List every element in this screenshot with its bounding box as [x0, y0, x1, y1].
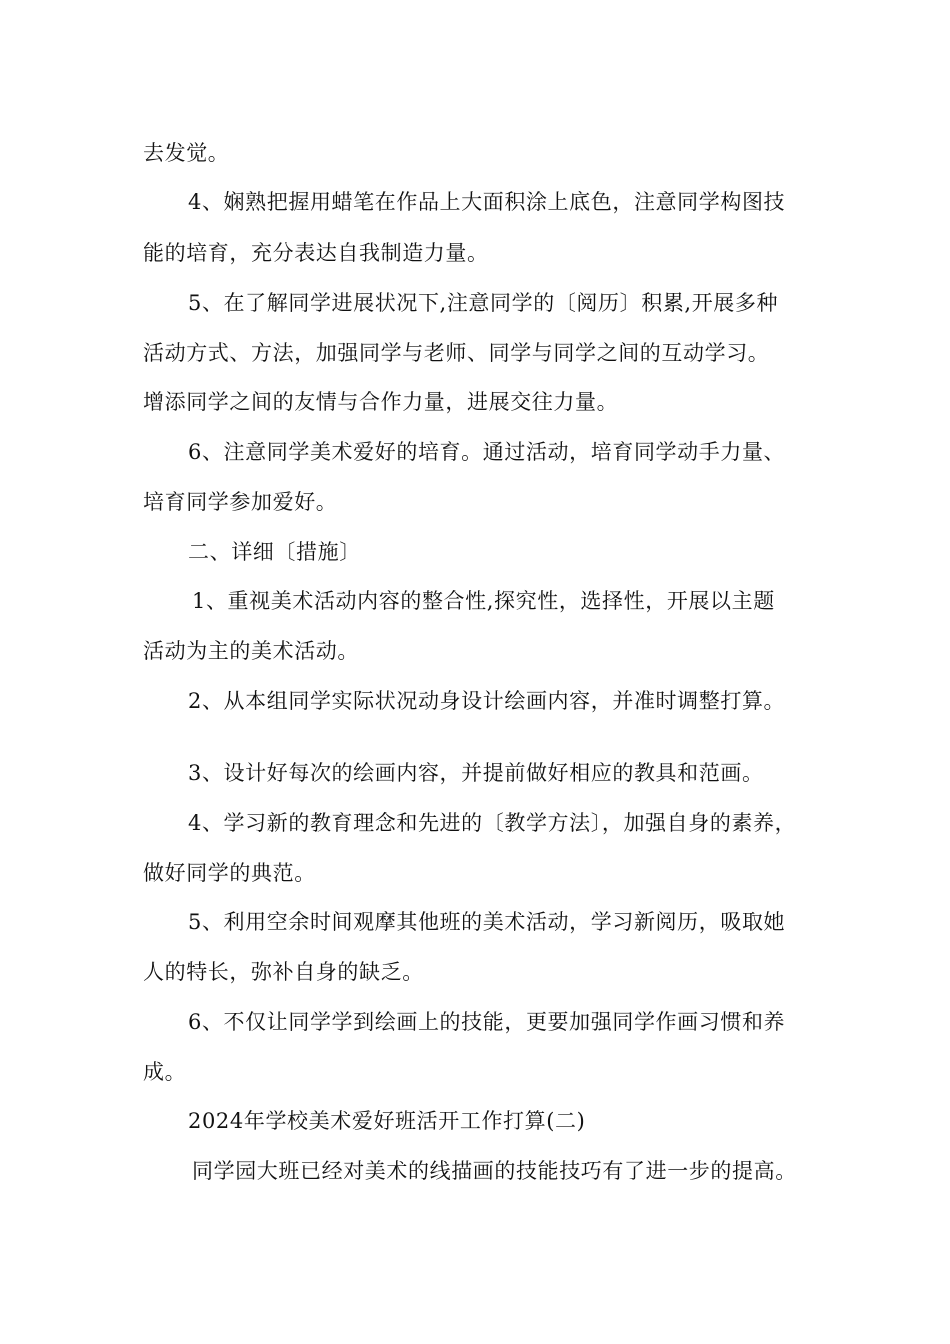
- paragraph-line: 2、从本组同学实际状况动身设计绘画内容，并准时调整打算。: [188, 689, 786, 713]
- document-subtitle: 2024年学校美术爱好班活开工作打算(二): [188, 1109, 586, 1133]
- paragraph-line: 活动为主的美术活动。: [143, 639, 359, 663]
- paragraph-line: 成。: [143, 1060, 187, 1084]
- paragraph-line: 3、设计好每次的绘画内容，并提前做好相应的教具和范画。: [188, 761, 764, 785]
- paragraph-line: 5、利用空余时间观摩其他班的美术活动，学习新阅历，吸取她: [188, 910, 786, 934]
- paragraph-line: 4、学习新的教育理念和先进的〔教学方法〕，加强自身的素养，: [188, 811, 797, 835]
- paragraph-line: 去发觉。: [143, 141, 230, 165]
- paragraph-line: 人的特长，弥补自身的缺乏。: [143, 960, 424, 984]
- paragraph-line: 4、娴熟把握用蜡笔在作品上大面积涂上底色，注意同学构图技: [188, 190, 786, 214]
- paragraph-line: 培育同学参加爱好。: [143, 490, 338, 514]
- section-heading: 二、详细〔措施〕: [188, 540, 361, 564]
- paragraph-line: 6、不仅让同学学到绘画上的技能，更要加强同学作画习惯和养: [188, 1010, 786, 1034]
- paragraph-line: 做好同学的典范。: [143, 861, 316, 885]
- paragraph-line: 活动方式、方法，加强同学与老师、同学与同学之间的互动学习。: [143, 341, 770, 365]
- paragraph-line: 增添同学之间的友情与合作力量，进展交往力量。: [143, 390, 619, 414]
- paragraph-line: 6、注意同学美术爱好的培育。通过活动，培育同学动手力量、: [188, 440, 786, 464]
- paragraph-line: 1、重视美术活动内容的整合性,探究性，选择性，开展以主题: [192, 589, 775, 613]
- paragraph-line: 能的培育，充分表达自我制造力量。: [143, 241, 489, 265]
- paragraph-line: 同学园大班已经对美术的线描画的技能技巧有了进一步的提高。: [192, 1159, 797, 1183]
- paragraph-line: 5、在了解同学进展状况下,注意同学的〔阅历〕积累,开展多种: [188, 291, 779, 315]
